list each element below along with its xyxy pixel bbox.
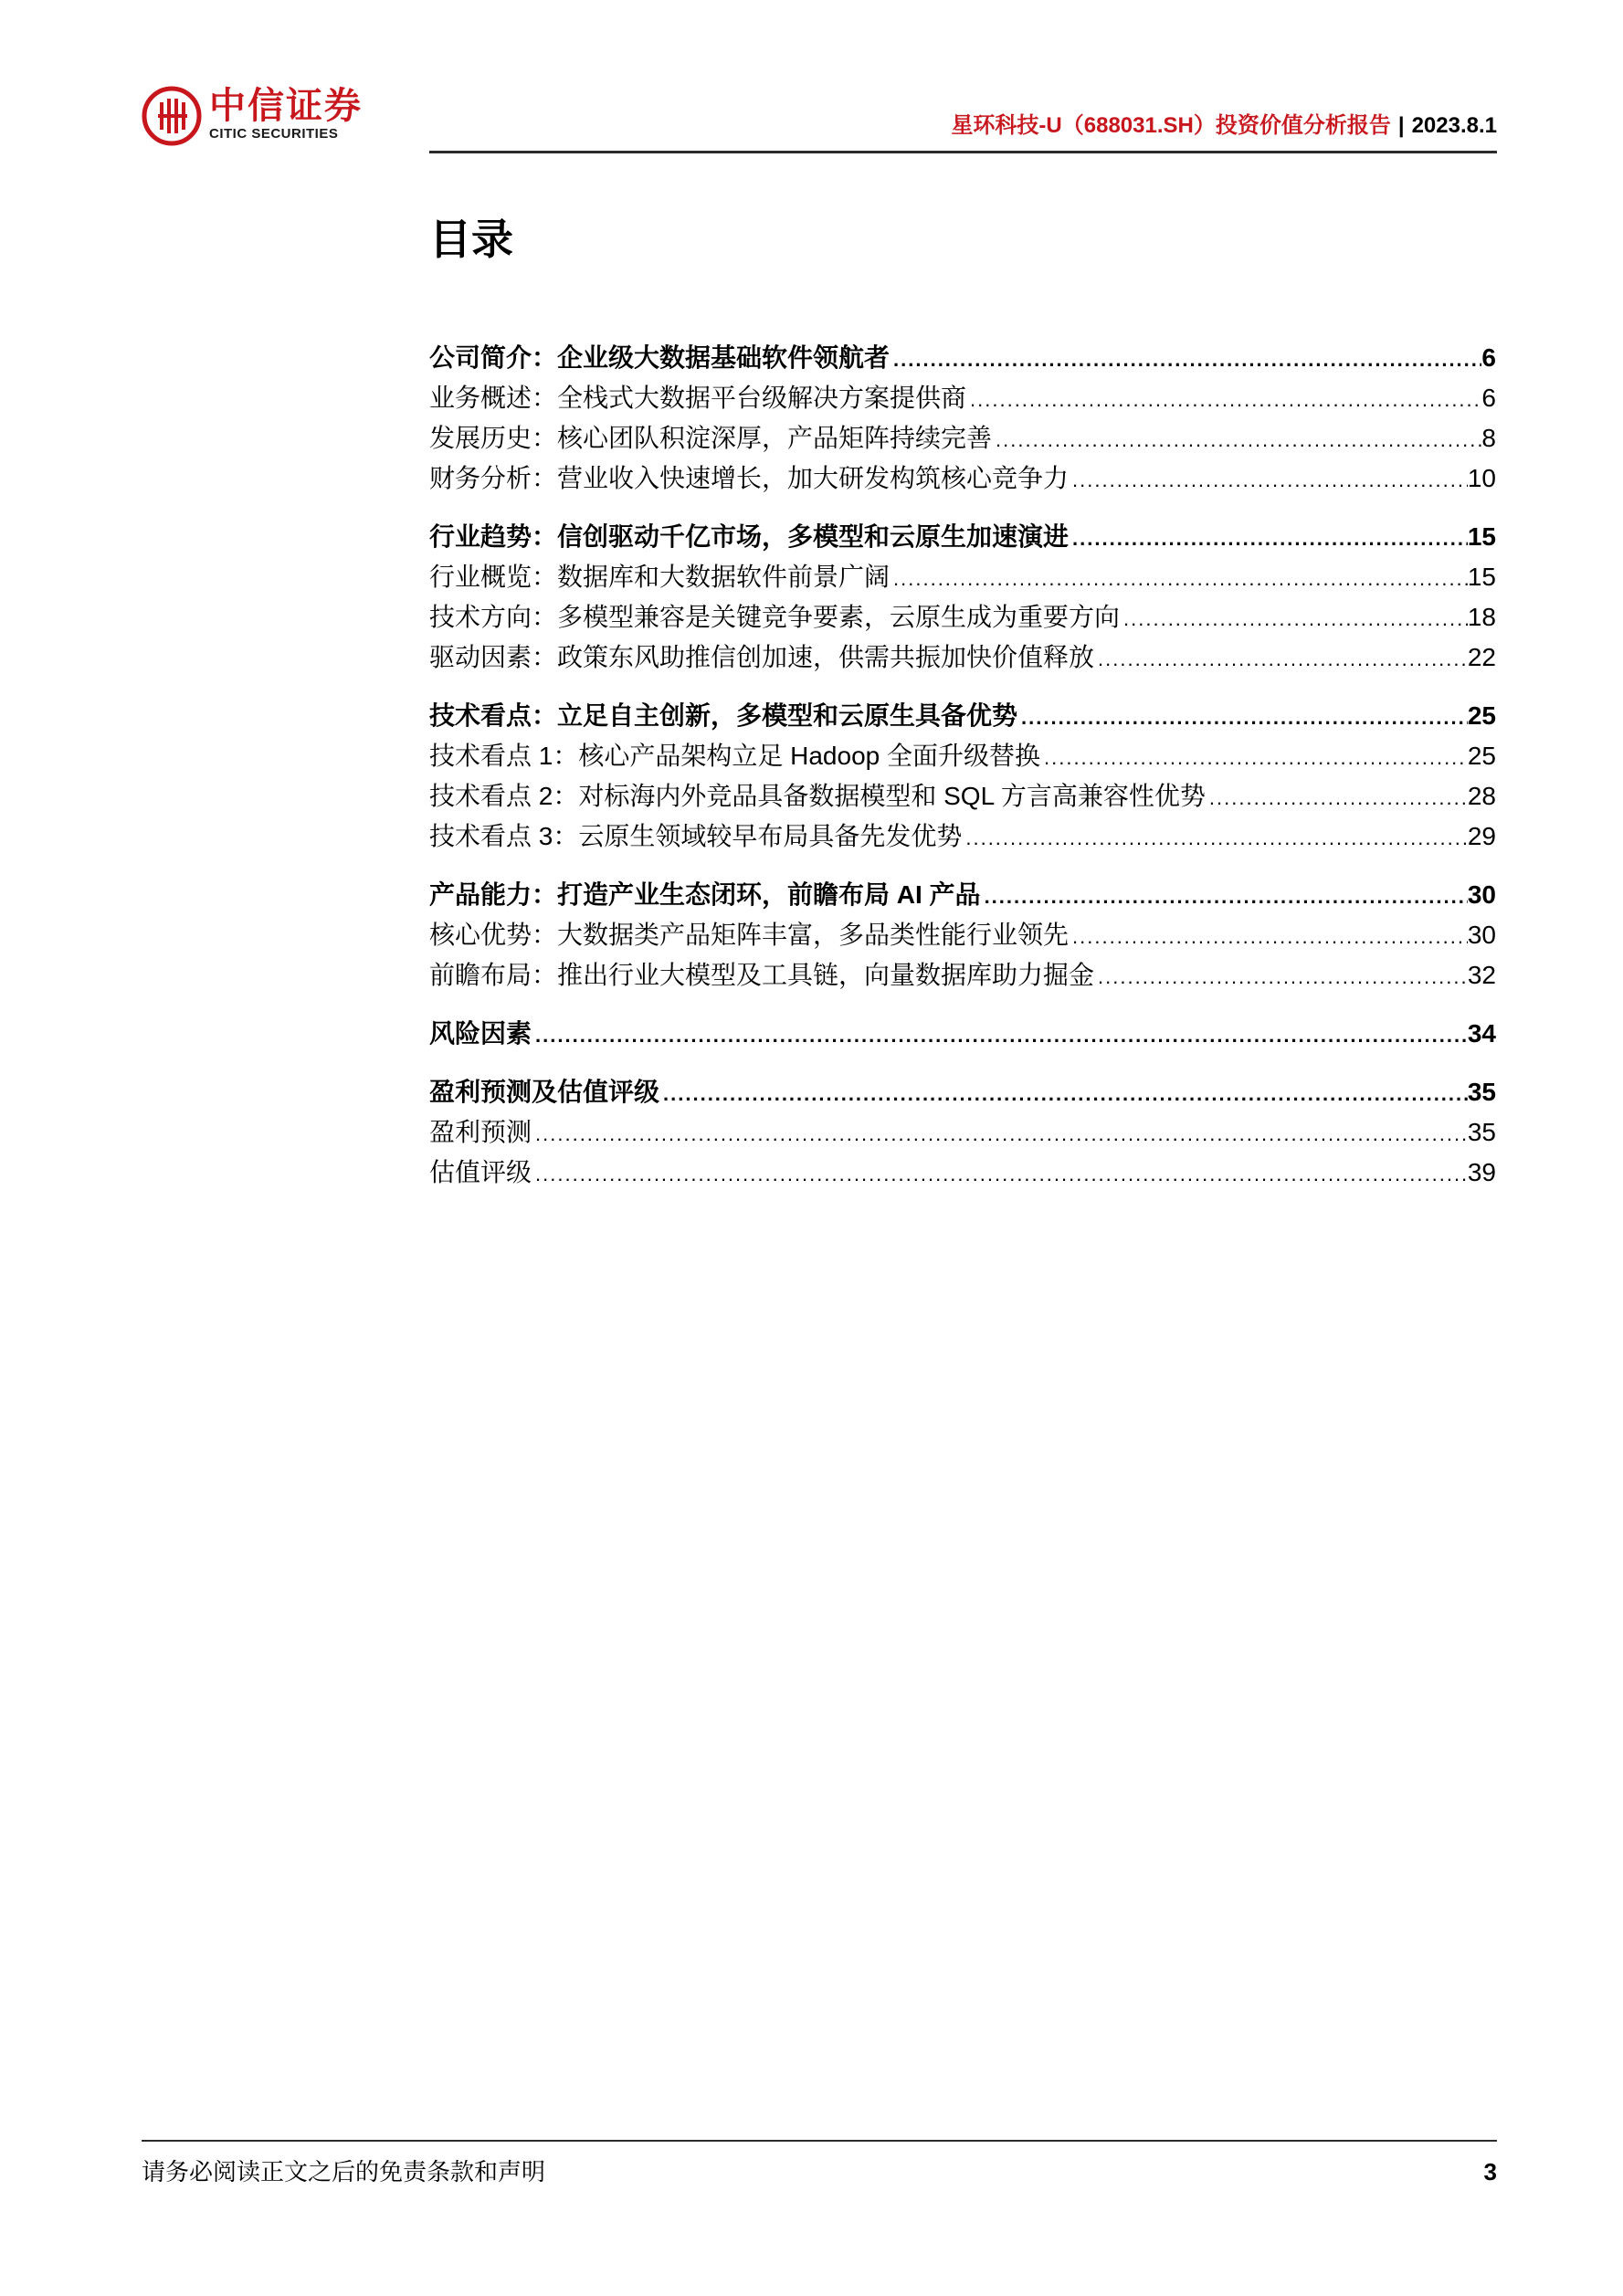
toc-subsection-entry[interactable]	[429, 458, 1496, 499]
toc-entry-title: 估值评级	[429, 1158, 532, 1186]
toc-dot-leader	[1094, 639, 1468, 679]
toc-entry-page: 25	[1467, 742, 1496, 770]
toc-entry-title: 财务分析：营业收入快速增长，加大研发构筑核心竞争力	[429, 464, 1070, 492]
toc-dot-leader	[890, 340, 1481, 380]
toc-subsection-entry[interactable]	[429, 915, 1496, 955]
toc-entry-page: 22	[1467, 643, 1496, 671]
toc-section-entry[interactable]	[429, 338, 1496, 378]
toc-subsection-entry[interactable]	[429, 776, 1496, 816]
toc-dot-leader	[981, 877, 1468, 917]
toc-entry-page: 34	[1467, 1019, 1496, 1048]
toc-subsection-entry[interactable]	[429, 378, 1496, 418]
toc-entry-title: 技术看点：立足自主创新，多模型和云原生具备优势	[429, 701, 1018, 730]
toc-section-entry[interactable]	[429, 1014, 1496, 1054]
page-number: 3	[1483, 2158, 1497, 2185]
toc-entry-page: 6	[1481, 384, 1496, 412]
toc-dot-leader	[1206, 778, 1468, 818]
toc-dot-leader	[1069, 460, 1468, 500]
citic-logo-icon	[142, 86, 202, 146]
toc-dot-leader	[890, 559, 1468, 599]
toc-entry-page: 29	[1467, 822, 1496, 850]
toc-entry-title: 技术方向：多模型兼容是关键竞争要素，云原生成为重要方向	[429, 603, 1121, 631]
toc-entry-title: 技术看点 3：云原生领域较早布局具备先发优势	[429, 822, 963, 850]
toc-dot-leader	[962, 818, 1467, 858]
toc-entry-page: 15	[1467, 522, 1496, 551]
toc-dot-leader	[532, 1016, 1468, 1056]
toc-dot-leader	[1069, 917, 1468, 957]
toc-entry-page: 25	[1467, 701, 1496, 730]
logo-text-en: CITIC SECURITIES	[209, 126, 339, 142]
header-separator: |	[1397, 113, 1405, 138]
toc-dot-leader	[1017, 698, 1468, 738]
toc-entry-title: 前瞻布局：推出行业大模型及工具链，向量数据库助力掘金	[429, 961, 1095, 989]
toc-subsection-entry[interactable]	[429, 1112, 1496, 1153]
toc-entry-title: 业务概述：全栈式大数据平台级解决方案提供商	[429, 384, 967, 412]
footer-disclaimer: 请务必阅读正文之后的免责条款和声明	[142, 2158, 546, 2185]
toc-dot-leader	[1069, 519, 1468, 559]
toc-entry-page: 15	[1467, 563, 1496, 591]
toc-entry-title: 产品能力：打造产业生态闭环，前瞻布局 AI 产品	[429, 880, 981, 909]
toc-entry-title: 技术看点 1：核心产品架构立足 Hadoop 全面升级替换	[429, 742, 1040, 770]
toc-entry-page: 30	[1467, 921, 1496, 949]
toc-entry-title: 盈利预测及估值评级	[429, 1078, 660, 1106]
footer-divider	[142, 2140, 1497, 2142]
toc-subsection-entry[interactable]	[429, 418, 1496, 458]
toc-subsection-entry[interactable]	[429, 1153, 1496, 1193]
toc-dot-leader	[966, 380, 1481, 420]
toc-dot-leader	[1094, 957, 1468, 997]
toc-entry-page: 8	[1481, 424, 1496, 452]
toc-dot-leader	[532, 1114, 1468, 1154]
toc-subsection-entry[interactable]	[429, 597, 1496, 637]
toc-section-entry[interactable]	[429, 517, 1496, 557]
report-date: 2023.8.1	[1411, 113, 1497, 138]
toc-entry-page: 35	[1467, 1118, 1496, 1146]
report-header	[951, 111, 1497, 141]
toc-section-entry[interactable]	[429, 1072, 1496, 1112]
logo-text-cn: 中信证券	[209, 86, 363, 126]
toc-entry-page: 28	[1467, 782, 1496, 810]
toc-entry-page: 6	[1481, 343, 1496, 372]
toc-entry-page: 18	[1467, 603, 1496, 631]
toc-entry-page: 30	[1467, 880, 1496, 909]
toc-entry-title: 行业概览：数据库和大数据软件前景广阔	[429, 563, 891, 591]
report-title: 星环科技-U（688031.SH）投资价值分析报告	[951, 113, 1391, 138]
toc-section-entry[interactable]	[429, 696, 1496, 736]
toc-entry-title: 驱动因素：政策东风助推信创加速，供需共振加快价值释放	[429, 643, 1095, 671]
toc-section-entry[interactable]	[429, 875, 1496, 915]
toc-subsection-entry[interactable]	[429, 557, 1496, 597]
table-of-contents	[429, 338, 1496, 1193]
toc-dot-leader	[1120, 599, 1468, 639]
toc-entry-title: 发展历史：核心团队积淀深厚，产品矩阵持续完善	[429, 424, 993, 452]
toc-entry-title: 技术看点 2：对标海内外竞品具备数据模型和 SQL 方言高兼容性优势	[429, 782, 1206, 810]
toc-entry-title: 核心优势：大数据类产品矩阵丰富，多品类性能行业领先	[429, 921, 1070, 949]
toc-dot-leader	[1040, 738, 1468, 778]
toc-dot-leader	[659, 1074, 1468, 1114]
header-divider	[429, 151, 1497, 153]
toc-subsection-entry[interactable]	[429, 816, 1496, 857]
toc-entry-page: 39	[1467, 1158, 1496, 1186]
toc-entry-page: 35	[1467, 1078, 1496, 1106]
toc-subsection-entry[interactable]	[429, 955, 1496, 995]
toc-entry-title: 风险因素	[429, 1019, 532, 1048]
citic-logo	[142, 84, 361, 150]
toc-subsection-entry[interactable]	[429, 736, 1496, 776]
page-title: 目录	[429, 216, 513, 263]
toc-entry-title: 公司简介：企业级大数据基础软件领航者	[429, 343, 891, 372]
toc-entry-page: 32	[1467, 961, 1496, 989]
toc-entry-title: 行业趋势：信创驱动千亿市场，多模型和云原生加速演进	[429, 522, 1070, 551]
toc-dot-leader	[532, 1154, 1468, 1195]
toc-subsection-entry[interactable]	[429, 637, 1496, 678]
toc-dot-leader	[992, 420, 1481, 460]
toc-entry-page: 10	[1467, 464, 1496, 492]
toc-entry-title: 盈利预测	[429, 1118, 532, 1146]
